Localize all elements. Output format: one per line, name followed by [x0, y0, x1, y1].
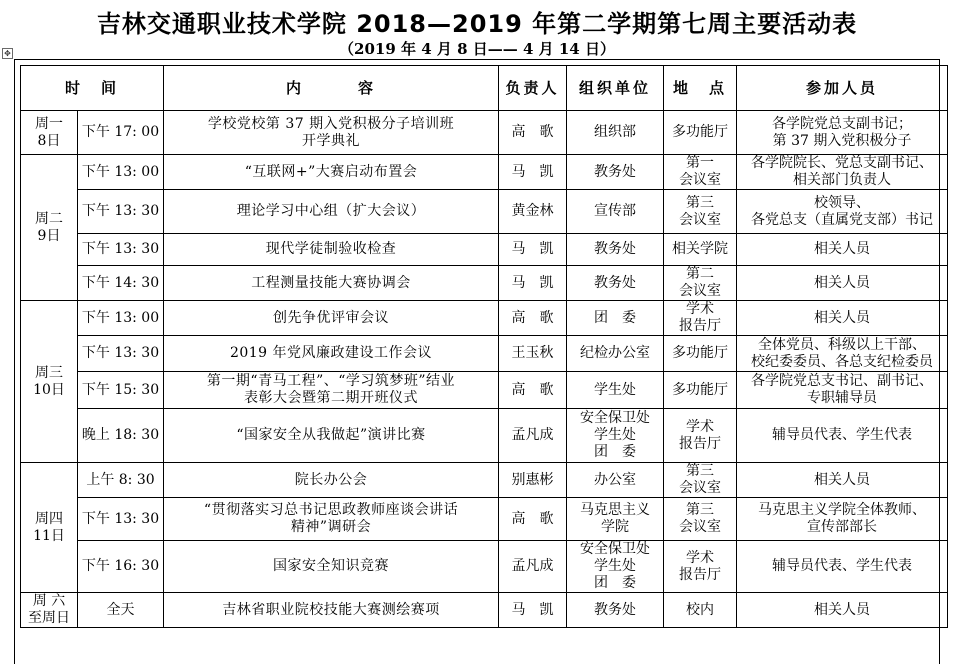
unit-cell	[567, 372, 664, 409]
day-date: 10日	[33, 381, 65, 398]
day-cell	[21, 463, 78, 593]
place-cell	[664, 301, 737, 336]
header-time: 时 间	[21, 66, 164, 111]
table-row	[21, 409, 948, 463]
header-row	[21, 66, 948, 111]
time-cell: 下午 13: 00	[78, 301, 164, 336]
person-cell: 马 凯	[499, 155, 567, 190]
attendees-cell	[737, 463, 948, 498]
attendees-line: 相关人员	[814, 309, 870, 326]
place-line: 多功能厅	[672, 124, 728, 140]
unit-cell	[567, 266, 664, 301]
place-line: 第三	[686, 502, 714, 518]
place-cell	[664, 234, 737, 266]
attendees-line: 相关部门负责人	[793, 172, 891, 188]
header-content: 内 容	[164, 66, 499, 111]
header-person: 负责人	[499, 66, 567, 111]
content-cell	[164, 463, 499, 498]
attendees-line: 相关人员	[814, 471, 870, 488]
day-date: 8日	[37, 132, 61, 149]
content-line: 理论学习中心组（扩大会议）	[236, 203, 426, 219]
person-cell: 高 歌	[499, 301, 567, 336]
content-cell	[164, 336, 499, 372]
unit-line: 马克思主义	[580, 502, 650, 518]
attendees-cell	[737, 155, 948, 190]
unit-line: 学生处	[594, 558, 636, 574]
person-cell: 黄金林	[499, 190, 567, 234]
table-row	[21, 372, 948, 409]
place-cell	[664, 541, 737, 593]
content-line: “互联网+”大赛启动布置会	[244, 163, 418, 180]
day-name: 周 六	[32, 593, 66, 609]
person-cell: 别惠彬	[499, 463, 567, 498]
day-date: 至周日	[28, 610, 70, 626]
attendees-line: 各党总支（直属党支部）书记	[751, 211, 933, 228]
person-cell: 孟凡成	[499, 541, 567, 593]
attendees-cell	[737, 266, 948, 301]
table-row	[21, 190, 948, 234]
place-line: 报告厅	[679, 318, 721, 334]
person-cell: 高 歌	[499, 111, 567, 155]
place-line: 会议室	[679, 172, 721, 188]
move-handle-icon[interactable]: ✥	[2, 48, 13, 59]
time-cell: 下午 16: 30	[78, 541, 164, 593]
day-cell	[21, 155, 78, 301]
place-line: 学术	[686, 301, 714, 317]
attendees-cell	[737, 111, 948, 155]
content-cell	[164, 111, 499, 155]
attendees-line: 宣传部部长	[807, 519, 877, 535]
table-row	[21, 498, 948, 541]
table-row	[21, 301, 948, 336]
time-cell: 上午 8: 30	[78, 463, 164, 498]
content-line: “贯彻落实习总书记思政教师座谈会讲话	[203, 502, 459, 518]
unit-line: 团 委	[594, 575, 636, 591]
schedule-table	[20, 65, 948, 628]
time-cell: 下午 14: 30	[78, 266, 164, 301]
place-line: 会议室	[679, 283, 721, 299]
content-cell	[164, 266, 499, 301]
content-cell	[164, 593, 499, 628]
place-line: 学术	[686, 418, 714, 435]
unit-line: 团 委	[594, 309, 636, 326]
attendees-line: 专职辅导员	[807, 390, 877, 406]
place-line: 校内	[686, 601, 714, 618]
person-cell: 高 歌	[499, 498, 567, 541]
header-place: 地 点	[664, 66, 737, 111]
content-line: “国家安全从我做起”演讲比赛	[236, 427, 426, 443]
place-cell	[664, 190, 737, 234]
content-line: 表彰大会暨第二期开班仪式	[244, 390, 418, 406]
attendees-cell	[737, 593, 948, 628]
place-line: 会议室	[679, 519, 721, 535]
day-date: 9日	[37, 227, 61, 244]
content-line: 第一期“青马工程”、“学习筑梦班”结业	[206, 373, 456, 389]
attendees-line: 校领导、	[814, 194, 870, 211]
unit-line: 教务处	[594, 241, 636, 257]
attendees-line: 全体党员、科级以上干部、	[758, 336, 926, 353]
place-line: 报告厅	[679, 566, 721, 583]
place-cell	[664, 336, 737, 372]
unit-line: 纪检办公室	[580, 345, 650, 361]
person-cell: 孟凡成	[499, 409, 567, 463]
attendees-cell	[737, 498, 948, 541]
table-row	[21, 336, 948, 372]
attendees-line: 辅导员代表、学生代表	[772, 427, 912, 443]
content-line: 吉林省职业院校技能大赛测绘赛项	[222, 601, 440, 618]
place-cell	[664, 155, 737, 190]
time-cell: 下午 13: 30	[78, 234, 164, 266]
time-cell: 全天	[78, 593, 164, 628]
table-row	[21, 593, 948, 628]
unit-cell	[567, 301, 664, 336]
day-cell	[21, 111, 78, 155]
unit-cell	[567, 190, 664, 234]
place-cell	[664, 409, 737, 463]
day-name: 周二	[35, 210, 63, 227]
unit-line: 组织部	[594, 124, 636, 140]
attendees-cell	[737, 541, 948, 593]
content-line: 学校党校第 37 期入党积极分子培训班	[207, 115, 455, 132]
content-cell	[164, 372, 499, 409]
table-row	[21, 155, 948, 190]
day-name: 周四	[35, 510, 63, 527]
content-line: 开学典礼	[302, 132, 360, 149]
place-line: 相关学院	[672, 241, 728, 257]
content-cell	[164, 155, 499, 190]
place-cell	[664, 372, 737, 409]
page-title: 吉林交通职业技术学院 2018—2019 年第二学期第七周主要活动表	[96, 10, 858, 38]
unit-line: 团 委	[594, 444, 636, 460]
unit-line: 安全保卫处	[580, 541, 650, 557]
time-cell: 晚上 18: 30	[78, 409, 164, 463]
content-line: 创先争优评审会议	[273, 309, 389, 326]
unit-line: 办公室	[594, 471, 636, 488]
header-unit: 组织单位	[567, 66, 664, 111]
content-line: 精神”调研会	[290, 519, 372, 535]
place-line: 第三	[686, 194, 714, 211]
attendees-line: 相关人员	[814, 274, 870, 291]
content-line: 国家安全知识竞赛	[273, 558, 389, 574]
place-cell	[664, 266, 737, 301]
place-cell	[664, 111, 737, 155]
attendees-line: 相关人员	[814, 241, 870, 257]
table-row	[21, 463, 948, 498]
unit-cell	[567, 155, 664, 190]
day-name: 周三	[35, 364, 63, 381]
unit-line: 宣传部	[594, 203, 636, 219]
day-cell	[21, 301, 78, 463]
unit-line: 学生处	[594, 427, 636, 443]
table-row	[21, 234, 948, 266]
person-cell: 马 凯	[499, 234, 567, 266]
place-line: 第一	[686, 155, 714, 171]
unit-line: 学生处	[594, 381, 636, 398]
place-line: 会议室	[679, 480, 721, 496]
place-line: 第三	[686, 463, 714, 479]
place-line: 学术	[686, 549, 714, 566]
person-cell: 王玉秋	[499, 336, 567, 372]
content-cell	[164, 301, 499, 336]
content-cell	[164, 234, 499, 266]
unit-cell	[567, 593, 664, 628]
attendees-line: 各学院党总支书记、副书记、	[751, 373, 933, 389]
time-cell: 下午 13: 30	[78, 190, 164, 234]
day-date: 11日	[33, 527, 65, 544]
unit-line: 教务处	[594, 601, 636, 618]
attendees-line: 马克思主义学院全体教师、	[758, 502, 926, 518]
unit-cell	[567, 336, 664, 372]
unit-cell	[567, 498, 664, 541]
attendees-cell	[737, 190, 948, 234]
day-cell	[21, 593, 78, 628]
attendees-cell	[737, 409, 948, 463]
place-cell	[664, 498, 737, 541]
attendees-cell	[737, 372, 948, 409]
content-line: 院长办公会	[294, 471, 368, 488]
place-line: 报告厅	[679, 435, 721, 452]
content-cell	[164, 409, 499, 463]
attendees-cell	[737, 234, 948, 266]
content-line: 2019 年党风廉政建设工作会议	[229, 345, 433, 361]
content-cell	[164, 190, 499, 234]
table-row	[21, 111, 948, 155]
person-cell: 马 凯	[499, 266, 567, 301]
table-row	[21, 266, 948, 301]
page-subtitle: （2019 年 4 月 8 日—— 4 月 14 日）	[339, 40, 615, 58]
time-cell: 下午 13: 00	[78, 155, 164, 190]
unit-line: 安全保卫处	[580, 410, 650, 426]
day-name: 周一	[35, 115, 63, 132]
content-line: 工程测量技能大赛协调会	[251, 274, 411, 291]
attendees-cell	[737, 301, 948, 336]
place-line: 第二	[686, 266, 714, 282]
unit-line: 学院	[601, 519, 629, 535]
place-line: 会议室	[679, 211, 721, 228]
time-cell: 下午 17: 00	[78, 111, 164, 155]
table-row	[21, 541, 948, 593]
unit-cell	[567, 409, 664, 463]
attendees-cell	[737, 336, 948, 372]
unit-cell	[567, 111, 664, 155]
content-cell	[164, 498, 499, 541]
unit-cell	[567, 463, 664, 498]
time-cell: 下午 13: 30	[78, 498, 164, 541]
time-cell: 下午 13: 30	[78, 336, 164, 372]
attendees-line: 校纪委委员、各总支纪检委员	[751, 353, 933, 370]
attendees-line: 各学院院长、党总支副书记、	[751, 155, 933, 171]
attendees-line: 辅导员代表、学生代表	[772, 558, 912, 574]
unit-line: 教务处	[594, 274, 636, 291]
attendees-line: 相关人员	[814, 601, 870, 618]
person-cell: 高 歌	[499, 372, 567, 409]
content-line: 现代学徒制验收检查	[265, 241, 397, 257]
unit-cell	[567, 234, 664, 266]
time-cell: 下午 15: 30	[78, 372, 164, 409]
place-line: 多功能厅	[672, 381, 728, 398]
unit-cell	[567, 541, 664, 593]
attendees-line: 各学院党总支副书记；	[772, 115, 912, 132]
unit-line: 教务处	[594, 163, 636, 180]
place-cell	[664, 463, 737, 498]
content-cell	[164, 541, 499, 593]
place-line: 多功能厅	[672, 345, 728, 361]
person-cell: 马 凯	[499, 593, 567, 628]
place-cell	[664, 593, 737, 628]
attendees-line: 第 37 期入党积极分子	[772, 132, 912, 149]
header-attendees: 参加人员	[737, 66, 948, 111]
